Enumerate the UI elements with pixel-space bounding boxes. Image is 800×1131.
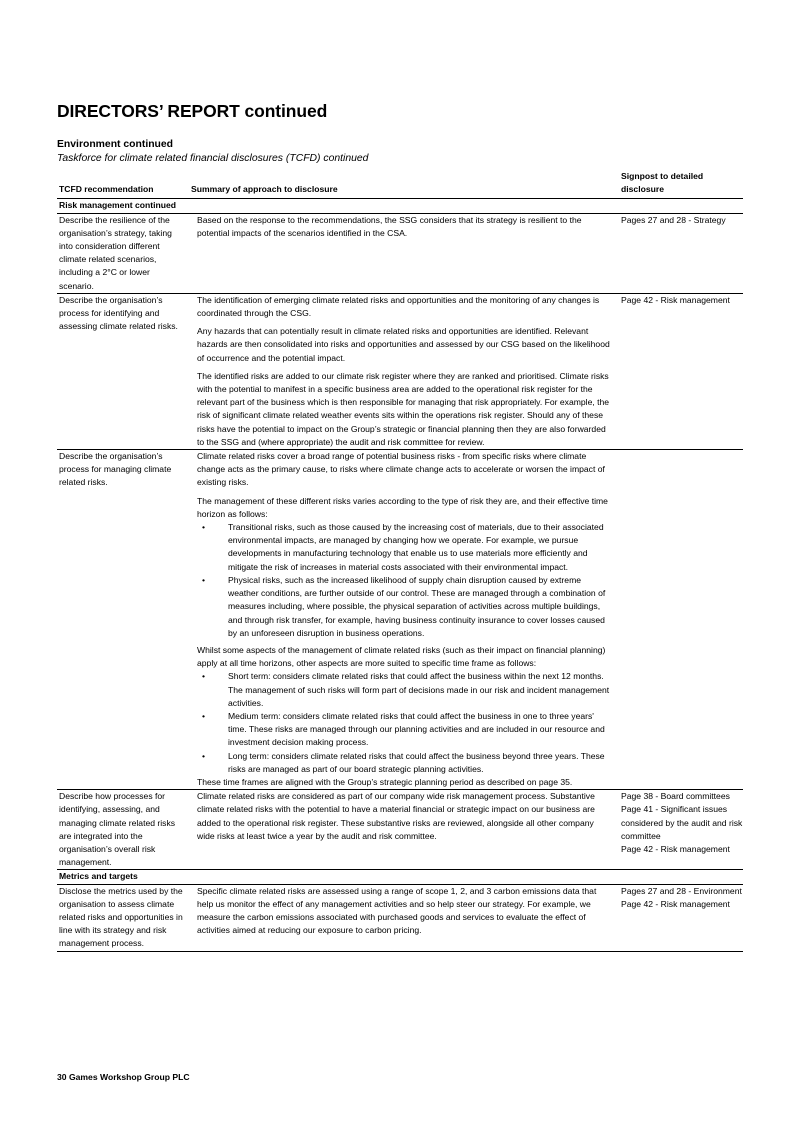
summary-cell (191, 884, 615, 951)
table-row (57, 790, 743, 870)
summary-paragraph: These time frames are aligned with the Group’s strategic planning period as described on page 35. (197, 776, 573, 787)
recommendation-cell: Describe the resilience of the organisation’s strategy, taking into consideration different climate related scenarios, including a 2°C or lower scenario. (57, 213, 191, 293)
recommendation-cell: Disclose the metrics used by the organisation to assess climate related risks and opportunities in line with its strategy and risk management process. (57, 884, 191, 951)
header-recommendation: TCFD recommendation (57, 170, 191, 199)
summary-paragraph: Any hazards that can potentially result in climate related risks and opportunities are identified. Relevant hazards are then consolidated into risks and opportunities and assessed by our CSG based on the likelihood of occurrence and the potential impact. (197, 326, 610, 363)
recommendation-cell: Describe the organisation’s process for managing climate related risks. (57, 450, 191, 790)
signpost-link-significant-issues: Page 41 - Significant issues considered by the audit and risk committee (621, 804, 743, 841)
group-risk-management: Risk management continued (57, 199, 743, 213)
list-item: • Short term: considers climate related risks that could affect the business within the next 12 months. The management of such risks will form part of decisions made in our risk and incident management activities. (197, 670, 611, 710)
page-footer: 30 Games Workshop Group PLC (57, 1072, 190, 1082)
signpost-link-risk-management: Page 42 - Risk management (621, 843, 730, 854)
summary-paragraph: Based on the response to the recommendations, the SSG considers that its strategy is resilient to the potential impacts of the scenarios identified in the CSA. (197, 214, 582, 238)
recommendation-cell: Describe how processes for identifying, assessing, and managing climate related risks are integrated into the organisation’s overall risk management. (57, 790, 191, 870)
summary-paragraph: Climate related risks cover a broad range of potential business risks - from specific risks where climate change acts as the primary cause, to risks where climate change acts to accelerate or worsen the impact of existing risks. (197, 451, 605, 488)
group-metrics-targets: Metrics and targets (57, 870, 743, 884)
table-row (57, 293, 743, 449)
table-header (57, 170, 743, 199)
page-title: DIRECTORS’ REPORT continued (57, 101, 328, 121)
summary-paragraph: The identified risks are added to our climate risk register where they are ranked and prioritised. Climate risks with the potential to manifest in a specific business area are added to the operational risk register for the relevant part of the business which is then responsible for managing that risk appropriately. For example, the risk of significant climate related weather events sits within the operations risk register. Should any of these risks have the potential to impact on the Group’s strategic or financial planning then they are also forwarded to the SSG and (where appropriate) the audit and risk committee for review. (197, 370, 610, 447)
group-row (57, 199, 743, 213)
signpost-cell (615, 450, 743, 790)
summary-paragraph: Whilst some aspects of the management of climate related risks (such as their impact on financial planning) apply at all time horizons, other aspects are more suited to specific time frame as follows: (197, 644, 606, 669)
header-summary: Summary of approach to disclosure (191, 170, 615, 199)
signpost-cell (615, 884, 743, 951)
summary-cell (191, 450, 615, 790)
summary-paragraph: Climate related risks are considered as part of our company wide risk management process. Substantive climate related risks with the potential to have a material financial or strategic impact on our business are added to the operational risk register. These substantive risks are reviewed, alongside all other company wide risks at least twice a year by the audit and risk committee. (197, 791, 595, 841)
signpost-link-board-committees: Page 38 - Board committees (621, 791, 730, 802)
subsection-heading: Taskforce for climate related financial disclosures (TCFD) continued (57, 153, 369, 164)
table-row (57, 884, 743, 951)
table-row (57, 450, 743, 790)
signpost-cell: Page 42 - Risk management (615, 293, 743, 449)
table-row (57, 213, 743, 293)
group-row (57, 870, 743, 884)
section-heading: Environment continued (57, 139, 174, 150)
summary-paragraph: The management of these different risks varies according to the type of risk they are, and their effective time horizon as follows: (197, 495, 608, 519)
summary-cell (191, 213, 615, 293)
summary-cell (191, 293, 615, 449)
summary-cell (191, 790, 615, 870)
tcfd-table (57, 170, 743, 952)
list-item: • Long term: considers climate related risks that could affect the business beyond three years. These risks are managed as part of our board strategic planning activities. (197, 750, 611, 776)
summary-paragraph: Specific climate related risks are assessed using a range of scope 1, 2, and 3 carbon emissions data that help us monitor the effect of any management activities and so help steer our strategy. For example, we measure the carbon emissions associated with purchased goods and services to evaluate the effect of activities aimed at reducing our exposure to carbon pricing. (197, 885, 597, 936)
list-item: • Medium term: considers climate related risks that could affect the business in one to three years' time. These risks are managed through our planning activities and are included in our resource and investment decision making process. (197, 710, 611, 750)
recommendation-cell: Describe the organisation’s process for identifying and assessing climate related risks. (57, 293, 191, 449)
signpost-link-environment: Pages 27 and 28 - Environment (621, 885, 742, 896)
signpost-cell (615, 790, 743, 870)
summary-paragraph: The identification of emerging climate related risks and opportunities and the monitoring of any changes is coordinated through the CSG. (197, 294, 600, 319)
page (57, 98, 743, 952)
risk-type-list (197, 521, 611, 640)
list-item: • Transitional risks, such as those caused by the increasing cost of materials, due to their associated environmental impacts, are managed by changing how we operate. For example, we pursue developments in manufacturing technology that enable us to use materials more efficiently and mitigate the risk of increases in material costs associated with their environmental impact. (197, 521, 611, 574)
header-signpost: Signpost to detailed disclosure (615, 170, 743, 199)
list-item: • Physical risks, such as the increased likelihood of supply chain disruption caused by extreme weather conditions, are further outside of our control. These are managed through a combination of measures including, where possible, the physical separation of activities across multiple buildings, and through risk transfer, for example, having business continuity insurance to cover losses caused by an unforeseen disruption in business operations. (197, 574, 611, 640)
signpost-cell: Pages 27 and 28 - Strategy (615, 213, 743, 293)
time-horizon-list (197, 670, 611, 776)
signpost-link-risk-management: Page 42 - Risk management (621, 898, 730, 909)
